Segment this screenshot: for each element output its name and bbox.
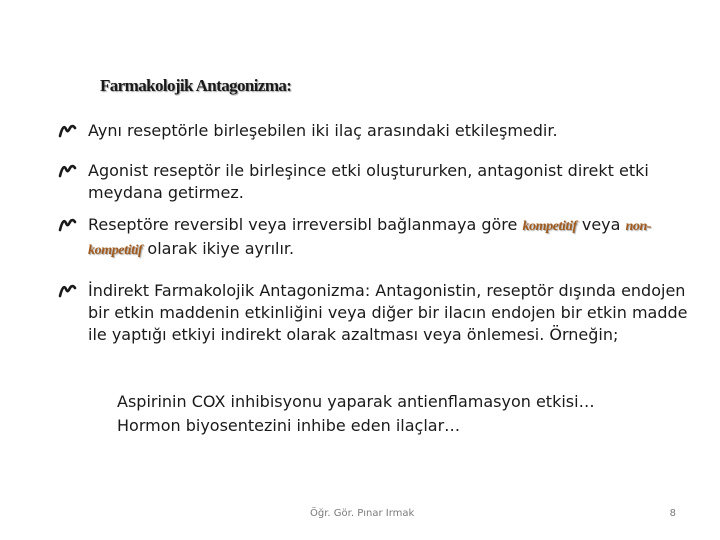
bullet-text-middle: veya <box>576 215 626 234</box>
highlight-term-non-kompetitif: non-kompetitif <box>88 219 652 258</box>
footer-author: Öğr. Gör. Pınar Irmak <box>310 508 415 519</box>
slide-title: Farmakolojik Antagonizma: <box>100 76 292 95</box>
squiggle-bullet-icon <box>58 216 78 232</box>
bullet-item <box>58 120 698 142</box>
example-item: Aspirinin COX inhibisyonu yaparak antienflamasyon etkisi… <box>117 392 595 411</box>
bullet-item <box>58 280 698 346</box>
bullet-text: Aynı reseptörle birleşebilen iki ilaç arasındaki etkileşmedir. <box>88 121 558 140</box>
page-number: 8 <box>669 508 676 519</box>
squiggle-bullet-icon <box>58 122 78 138</box>
bullet-text-before: Reseptöre reversibl veya irreversibl bağlanmaya göre <box>88 215 523 234</box>
bullet-text: İndirekt Farmakolojik Antagonizma: Antagonistin, reseptör dışında endojen bir etkin maddenin etkinliğini veya diğer bir ilacın endojen bir etkin madde ile yaptığı etkiyi indirekt olarak azaltması veya önlemesi. Örneğin; <box>88 281 688 344</box>
squiggle-bullet-icon <box>58 282 78 298</box>
bullet-item <box>58 214 698 262</box>
bullet-item <box>58 160 698 204</box>
example-item: Hormon biyosentezini inhibe eden ilaçlar… <box>117 416 461 435</box>
squiggle-bullet-icon <box>58 162 78 178</box>
example-list <box>117 390 595 438</box>
bullet-list <box>58 120 698 364</box>
highlight-term-kompetitif: kompetitif <box>522 219 577 234</box>
bullet-text: Agonist reseptör ile birleşince etki oluştururken, antagonist direkt etki meydana getirmez. <box>88 161 649 202</box>
bullet-text-after: olarak ikiye ayrılır. <box>142 239 295 258</box>
